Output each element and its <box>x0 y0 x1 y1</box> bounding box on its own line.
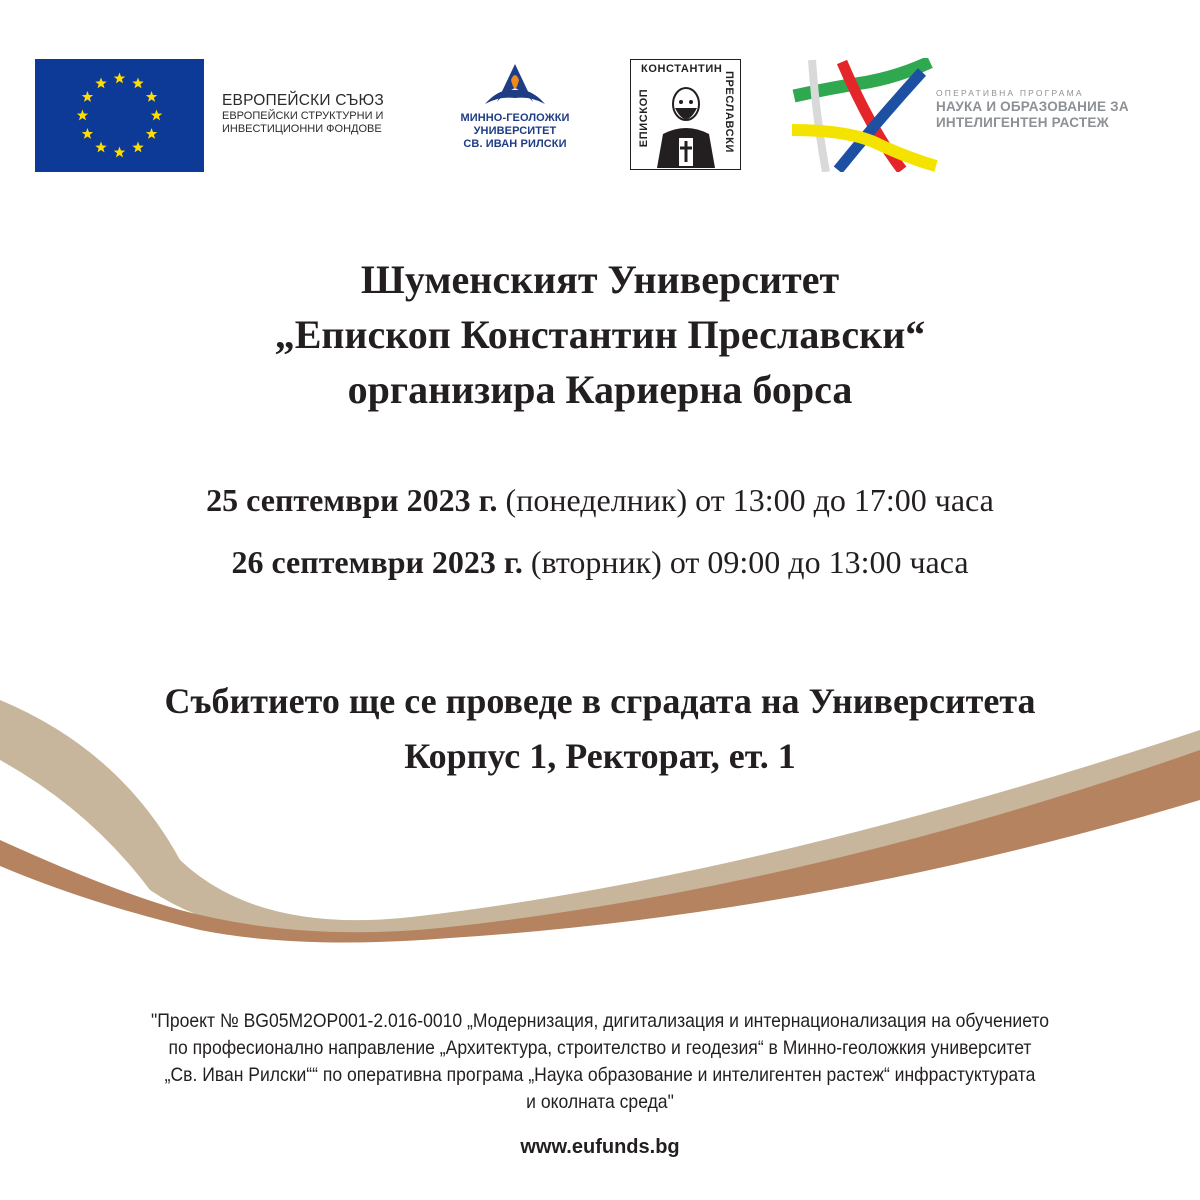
mgu-logo <box>440 62 590 172</box>
date-1-day: 25 септември 2023 г. <box>206 482 498 518</box>
event-date-2 <box>0 544 1200 581</box>
event-venue <box>0 674 1200 784</box>
eu-star-icon <box>82 128 93 139</box>
shumen-logo-right-text: ПРЕСЛАВСКИ <box>722 70 735 154</box>
mgu-name-line1: МИННО-ГЕОЛОЖКИ <box>460 112 570 124</box>
shumen-logo-top-text: КОНСТАНТИН <box>641 63 723 75</box>
eu-star-icon <box>77 110 88 121</box>
project-description <box>87 1008 1113 1116</box>
event-date-1 <box>0 482 1200 519</box>
eu-star-icon <box>146 91 157 102</box>
event-headline <box>0 252 1200 417</box>
op-name-line1: НАУКА И ОБРАЗОВАНИЕ ЗА <box>936 99 1129 114</box>
eu-star-icon <box>132 77 143 88</box>
eu-subtitle-line1: ЕВРОПЕЙСКИ СТРУКТУРНИ И <box>222 110 384 122</box>
mgu-name-line3: СВ. ИВАН РИЛСКИ <box>463 138 567 150</box>
op-name-line2: ИНТЕЛИГЕНТЕН РАСТЕЖ <box>936 115 1109 130</box>
eu-star-icon <box>151 110 162 121</box>
project-line3: „Св. Иван Рилски““ по оперативна програма „Наука образование и интелигентен растеж“ инфрастуктурата <box>164 1064 1036 1086</box>
eu-title: ЕВРОПЕЙСКИ СЪЮЗ <box>222 92 384 109</box>
date-1-details: (понеделник) от 13:00 до 17:00 часа <box>497 482 994 518</box>
eu-star-icon <box>114 73 125 84</box>
saint-portrait-icon <box>649 78 723 168</box>
headline-line3: организира Кариерна борса <box>347 367 853 412</box>
op-small-title: ОПЕРАТИВНА ПРОГРАМА <box>936 88 1084 98</box>
project-line1: "Проект № BG05M2OP001-2.016-0010 „Модернизация, дигитализация и интернационализация на обучението <box>150 1010 1050 1032</box>
headline-line2: „Епископ Константин Преславски“ <box>274 312 926 357</box>
mgu-emblem-icon <box>483 62 547 112</box>
eu-star-icon <box>82 91 93 102</box>
eu-subtitle-line2: ИНВЕСТИЦИОННИ ФОНДОВЕ <box>222 123 382 135</box>
project-line2: по професионално направление „Архитектура, строителство и геодезия“ в Минно-геоложкия университет <box>168 1037 1032 1059</box>
op-logo-text <box>936 88 1129 131</box>
mgu-name-line2: УНИВЕРСИТЕТ <box>473 125 557 137</box>
eu-star-icon <box>95 142 106 153</box>
eu-flag-logo <box>35 59 204 172</box>
eu-star-icon <box>132 142 143 153</box>
eu-star-icon <box>146 128 157 139</box>
project-line4: и околната среда" <box>526 1091 674 1113</box>
venue-line2: Корпус 1, Ректорат, ет. 1 <box>404 736 796 776</box>
eu-star-icon <box>95 77 106 88</box>
op-science-education-logo <box>790 58 940 172</box>
website-link[interactable]: www.eufunds.bg <box>520 1136 680 1158</box>
eu-stars-icon <box>35 59 204 172</box>
shumen-logo-left-text: ЕПИСКОП <box>638 88 651 148</box>
date-2-details: (вторник) от 09:00 до 13:00 часа <box>522 544 969 580</box>
shumen-university-logo <box>630 59 741 170</box>
venue-line1: Събитието ще се проведе в сградата на Университета <box>164 681 1036 721</box>
date-2-day: 26 септември 2023 г. <box>231 544 523 580</box>
headline-line1: Шуменският Университет <box>360 257 840 302</box>
eu-star-icon <box>114 147 125 158</box>
eu-logo-text <box>222 92 384 136</box>
